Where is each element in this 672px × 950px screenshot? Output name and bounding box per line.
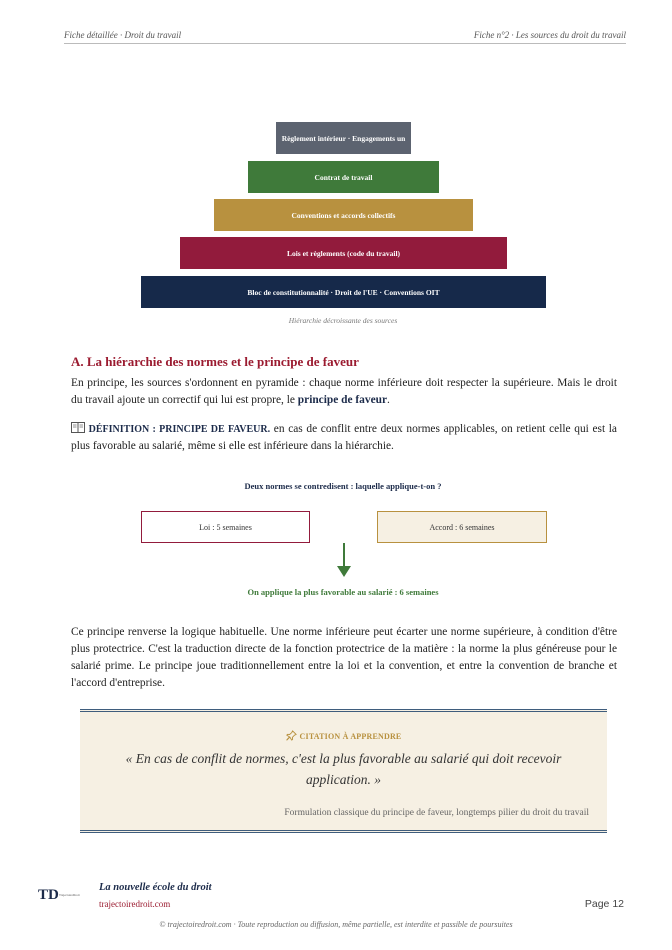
book-icon (71, 422, 85, 433)
footer-website-link[interactable]: trajectoiredroit.com (99, 899, 171, 909)
pyramid-level-label: Bloc de constitutionnalité · Droit de l'UE · Conventions OIT (247, 287, 440, 297)
header-right: Fiche n°2 · Les sources du droit du travail (473, 30, 626, 40)
running-header (64, 30, 626, 44)
section-title: A. La hiérarchie des normes et le principe de faveur (71, 354, 359, 369)
pyramid-level-4 (180, 237, 507, 269)
pyramid-level-2 (248, 161, 439, 193)
key-term: principe de faveur (297, 394, 388, 406)
quote-text: « En cas de conflit de normes, c'est la plus favorable au salarié qui doit recevoir application. » (125, 751, 562, 787)
header-left: Fiche détaillée · Droit du travail (64, 30, 182, 40)
diagram-result: On applique la plus favorable au salarié : 6 semaines (247, 587, 439, 597)
pyramid-level-5 (141, 276, 546, 308)
brand-logo (38, 885, 94, 903)
right-norm-box (377, 511, 547, 543)
text-run: . (387, 394, 390, 406)
pyramid-level-label: Règlement intérieur · Engagements un (281, 133, 406, 143)
quote-box (80, 709, 607, 833)
pyramid-level-label: Lois et règlements (code du travail) (286, 248, 401, 258)
quote-header (80, 730, 607, 741)
box-label: Loi : 5 semaines (199, 522, 252, 532)
definition-text: en cas de conflit entre deux normes applicables, on retient celle qui est la plus favorable au salarié, même si elle est inférieure dans la hiérarchie. (71, 423, 617, 452)
svg-text:TD: TD (38, 887, 59, 903)
text-run: En principe, les sources s'ordonnent en pyramide : chaque norme inférieure doit respecter la supérieure. Mais le droit du travail ajoute un correctif qui lui est propre, le (71, 377, 617, 406)
pyramid-level-label: Conventions et accords collectifs (291, 210, 396, 220)
paragraph-explanation: Ce principe renverse la logique habituelle. Une norme inférieure peut écarter une norme supérieure, à condition d'être plus protectrice. C'est la traduction directe de la fonction protectrice de la matière : la norme la plus généreuse pour le salarié prime. Le principe joue traditionnellement entre la loi et la convention, et entre la convention de branche et l'accord d'entreprise. (71, 626, 617, 689)
pin-icon (286, 730, 297, 741)
svg-text:TrajectoireDroit: TrajectoireDroit (59, 893, 80, 897)
pyramid-caption: Hiérarchie décroissante des sources (288, 316, 398, 325)
pyramid-level-label: Contrat de travail (314, 172, 373, 182)
footer-school-name: La nouvelle école du droit (99, 882, 212, 893)
paragraph-intro (71, 375, 617, 409)
definition-block (71, 421, 617, 455)
pyramid-level-3 (214, 199, 473, 231)
left-norm-box (141, 511, 310, 543)
footer-copyright: © trajectoiredroit.com · Toute reproduction ou diffusion, même partielle, est interdite et passible de poursuites (159, 920, 513, 929)
definition-label: DÉFINITION : PRINCIPE DE FAVEUR. (88, 424, 271, 435)
page-number: Page 12 (584, 898, 624, 910)
arrow-down-icon (343, 543, 345, 568)
arrow-head-icon (337, 566, 351, 577)
pyramid-level-1 (276, 122, 411, 154)
quote-label: CITATION À APPRENDRE (299, 732, 402, 741)
diagram-title: Deux normes se contredisent : laquelle applique-t-on ? (244, 481, 442, 491)
box-label: Accord : 6 semaines (429, 522, 495, 532)
quote-source: Formulation classique du principe de faveur, longtemps pilier du droit du travail (284, 808, 589, 818)
